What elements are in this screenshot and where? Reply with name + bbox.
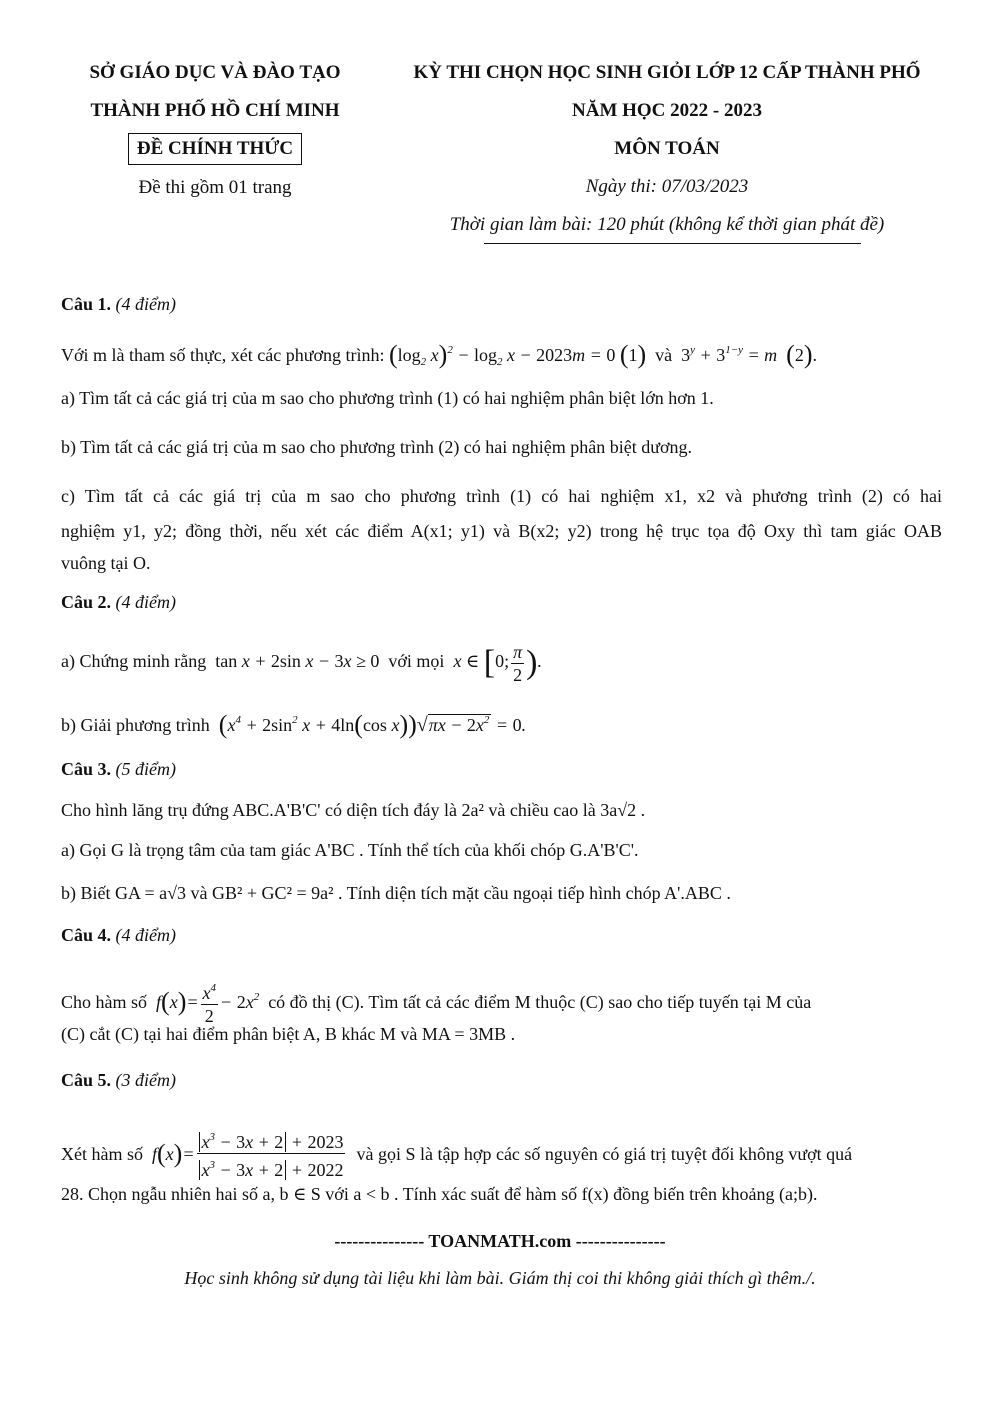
q1-a: a) Tìm tất cả các giá trị của m sao cho phương trình (1) có hai nghiệm phân biệt lớn hơn 1. (61, 388, 714, 408)
q3-heading: Câu 3. (5 điểm) (61, 759, 176, 779)
q2-a: a) Chứng minh rằng tan x + 2sin x − 3x ≥ 0 với mọi x ∈ [0; $\frac{\pi}{2}$ ). (61, 642, 542, 685)
school-year: NĂM HỌC 2022 - 2023 (572, 100, 762, 121)
function-q4: f(x)= $\frac{x^4}{2}$ − $2x^2$ (152, 992, 260, 1012)
header-right (382, 60, 952, 238)
q5-line2: 28. Chọn ngẫu nhiên hai số a, b ∈ S với a < b . Tính xác suất để hàm số f(x) đồng biến trên khoảng (a;b). (61, 1184, 818, 1204)
q4-line1: Cho hàm số f(x)= $\frac{x^4}{2}$ − $2x^2$ có đồ thị (C). Tìm tất cả các điểm M thuộc (C) sao cho tiếp tuyến tại M của (61, 977, 942, 1027)
city-name: THÀNH PHỐ HỒ CHÍ MINH (90, 100, 340, 121)
q2-b: b) Giải phương trình ($x^4 + 2\sin^2$ x + 4ln(cos $x))√\pi x - 2x^2 = 0$. (61, 710, 527, 739)
inequality: tan x + 2sin x − 3x ≥ 0 (215, 651, 380, 671)
q4-line2: (C) cắt (C) tại hai điểm phân biệt A, B khác M và MA = 3MB . (61, 1024, 516, 1044)
footer-note: Học sinh không sử dụng tài liệu khi làm bài. Giám thị coi thi không giải thích gì thêm./. (184, 1268, 816, 1288)
exam-title: KỲ THI CHỌN HỌC SINH GIỎI LỚP 12 CẤP THÀNH PHỐ (413, 62, 921, 83)
equation-q2b: ($x^4 + 2\sin^2$ x + 4ln(cos $x))√\pi x - 2x^2 = 0$. (218, 710, 527, 739)
exam-duration: Thời gian làm bài: 120 phút (không kể thời gian phát đề) (449, 214, 885, 235)
q5-line1: Xét hàm số f(x)= $\frac{x^3 - 3x + 2 + 2023}{x^3 - 3x + 2 + 2022}$ và gọi S là tập hợp các số nguyên có giá trị tuyệt đối không vượt quá (61, 1126, 942, 1181)
q1-b: b) Tìm tất cả các giá trị của m sao cho phương trình (2) có hai nghiệm phân biệt dương. (61, 437, 693, 457)
q2-heading: Câu 2. (4 điểm) (61, 592, 176, 612)
department-name: SỞ GIÁO DỤC VÀ ĐÀO TẠO (89, 62, 341, 83)
function-q5: f(x)= $\frac{x^3 - 3x + 2 + 2023}{x^3 - 3x + 2 + 2022}$ (147, 1144, 347, 1164)
official-exam-badge: ĐỀ CHÍNH THỨC (128, 133, 302, 165)
q1-c-line3: vuông tại O. (61, 553, 151, 573)
q3-intro: Cho hình lăng trụ đứng ABC.A'B'C' có diện tích đáy là 2a² và chiều cao là 3a√2 . (61, 800, 646, 820)
equation-1: ($\log_2$ $x)^2 - \log_2 x - 2023m = 0$ (1) (388, 340, 647, 369)
q1-heading: Câu 1. (4 điểm) (61, 294, 176, 314)
exam-date: Ngày thi: 07/03/2023 (585, 176, 749, 197)
subject: MÔN TOÁN (614, 138, 720, 159)
q1-c-line1: c) Tìm tất cả các giá trị của m sao cho phương trình (1) có hai nghiệm x1, x2 và phương trình (2) có hai (61, 486, 942, 506)
header-left (60, 60, 370, 201)
footer-site: --------------- TOANMATH.com --------------- (334, 1231, 666, 1251)
q1-intro: Với m là tham số thực, xét các phương trình: ($\log_2$ $x)^2 - \log_2 x - 2023m = 0$ (1) và $3^y + 3^{1-y} = m$ (2). (61, 340, 818, 369)
header-underline (484, 243, 861, 244)
q1-c-line2: nghiệm y1, y2; đồng thời, nếu xét các điểm A(x1; y1) và B(x2; y2) trong hệ trục tọa độ Oxy thì tam giác OAB (61, 521, 942, 541)
q5-heading: Câu 5. (3 điểm) (61, 1070, 176, 1090)
page-count: Đề thi gồm 01 trang (138, 177, 292, 198)
q4-heading: Câu 4. (4 điểm) (61, 925, 176, 945)
interval: x ∈ [0; $\frac{\pi}{2}$ ). (448, 642, 542, 685)
equation-2: $3^y + 3^{1-y} = m$ (2) (681, 340, 813, 369)
q3-b: b) Biết GA = a√3 và GB² + GC² = 9a² . Tính diện tích mặt cầu ngoại tiếp hình chóp A'.ABC . (61, 883, 731, 903)
q3-a: a) Gọi G là trọng tâm của tam giác A'BC . Tính thể tích của khối chóp G.A'B'C'. (61, 840, 639, 860)
